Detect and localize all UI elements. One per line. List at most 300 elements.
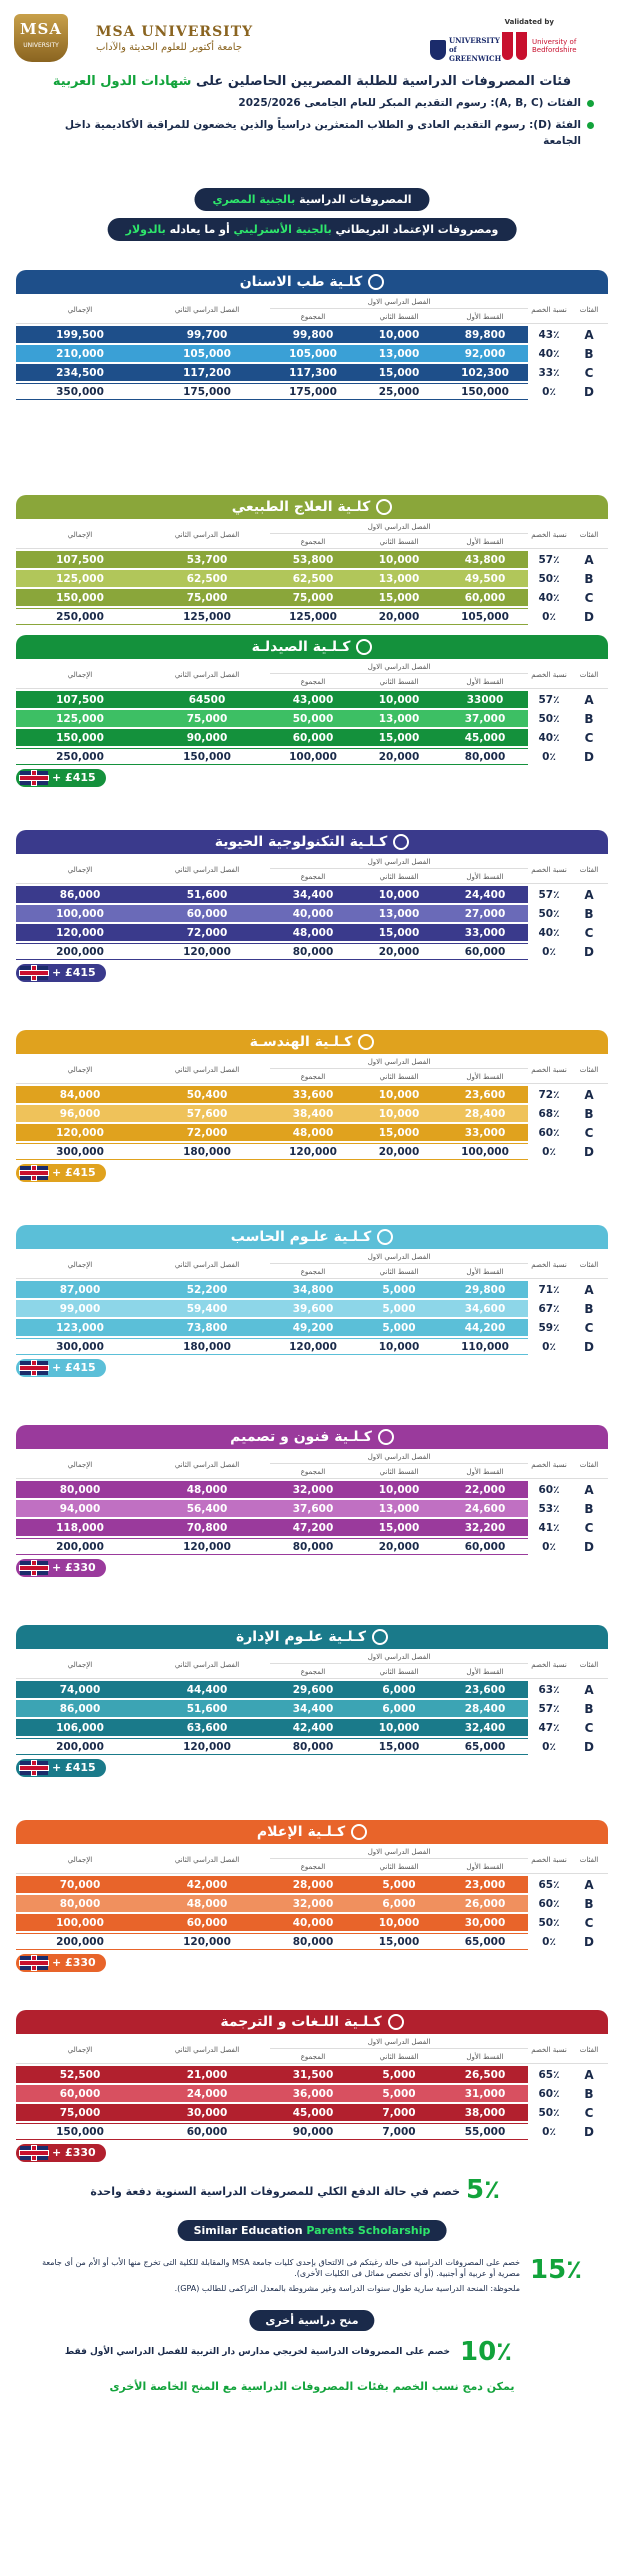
fee-cell: 32,000 [270, 1481, 356, 1498]
bedfordshire-logo[interactable] [502, 32, 592, 60]
crest-icon [8, 12, 88, 64]
column-header: المجموع [270, 1071, 356, 1084]
intro-title: فئات المصروفات الدراسية للطلبة المصريين الحاصلين على شهادات الدول العربية [52, 74, 572, 89]
fee-cell: 15,000 [356, 1933, 442, 1950]
fee-cell: 106,000 [16, 1719, 144, 1736]
category-cell: C [570, 1719, 608, 1736]
fee-cell: 34,600 [442, 1300, 528, 1317]
fee-cell: 30,000 [144, 2104, 270, 2121]
fee-cell: 42,000 [144, 1876, 270, 1893]
column-header: الفئات [570, 856, 608, 884]
fee-cell: 102,300 [442, 364, 528, 381]
fee-cell: 20,000 [356, 608, 442, 625]
column-header: القسط الثاني [356, 1666, 442, 1679]
faculty-title: كـلـية فنون و تصميم [16, 1425, 608, 1449]
category-cell: B [570, 1105, 608, 1122]
fee-cell: 150,000 [442, 383, 528, 400]
fee-cell: 42,400 [270, 1719, 356, 1736]
discount-cell: 0٪ [528, 383, 570, 400]
fee-cell: 100,000 [442, 1143, 528, 1160]
fee-cell: 5,000 [356, 2085, 442, 2102]
fee-cell: 5,000 [356, 1281, 442, 1298]
table-row [16, 345, 608, 362]
column-header: القسط الأول [442, 311, 528, 324]
fee-cell: 250,000 [16, 748, 144, 765]
fee-cell: 62,500 [144, 570, 270, 587]
column-header: نسبة الخصم [528, 2036, 570, 2064]
faculty-header [16, 1425, 608, 1449]
discount-cell: 0٪ [528, 1738, 570, 1755]
uk-flag-icon [20, 1761, 48, 1775]
fee-cell: 86,000 [16, 886, 144, 903]
discount-cell: 40٪ [528, 924, 570, 941]
table-row [16, 1876, 608, 1893]
greenwich-logo[interactable] [430, 36, 503, 63]
fee-cell: 96,000 [16, 1105, 144, 1122]
column-header: الفصل الدراسي الاول [270, 1651, 528, 1664]
table-row [16, 364, 608, 381]
category-cell: A [570, 691, 608, 708]
faculty-section [16, 1820, 608, 1969]
uk-flag-icon [20, 771, 48, 785]
fee-cell: 20,000 [356, 748, 442, 765]
table-row [16, 1086, 608, 1103]
discount-10-percent: 10٪ [460, 2337, 513, 2367]
fee-cell: 24,600 [442, 1500, 528, 1517]
column-header: الفصل الدراسي الاول [270, 296, 528, 309]
fee-cell: 75,000 [144, 589, 270, 606]
fee-cell: 55,000 [442, 2123, 528, 2140]
fee-cell: 56,400 [144, 1500, 270, 1517]
fee-cell: 90,000 [270, 2123, 356, 2140]
discount-cell: 63٪ [528, 1681, 570, 1698]
faculty-section [16, 270, 608, 402]
column-header: المجموع [270, 871, 356, 884]
category-cell: B [570, 1300, 608, 1317]
category-cell: C [570, 1319, 608, 1336]
fee-cell: 52,200 [144, 1281, 270, 1298]
column-header: الفصل الدراسي الاول [270, 856, 528, 869]
fee-cell: 32,000 [270, 1895, 356, 1912]
category-cell: A [570, 1086, 608, 1103]
fee-cell: 24,000 [144, 2085, 270, 2102]
fee-cell: 36,000 [270, 2085, 356, 2102]
fee-cell: 29,800 [442, 1281, 528, 1298]
category-cell: D [570, 1338, 608, 1355]
discount-cell: 53٪ [528, 1500, 570, 1517]
uk-flag-icon [20, 1361, 48, 1375]
category-cell: A [570, 1681, 608, 1698]
fee-cell: 120,000 [16, 924, 144, 941]
column-header: القسط الثاني [356, 871, 442, 884]
faculty-section [16, 1225, 608, 1374]
fee-cell: 13,000 [356, 710, 442, 727]
fee-cell: 32,200 [442, 1519, 528, 1536]
fee-cell: 10,000 [356, 551, 442, 568]
discount-15-percent: 15٪ [530, 2255, 583, 2285]
category-cell: A [570, 1481, 608, 1498]
fee-cell: 100,000 [16, 905, 144, 922]
table-row [16, 1914, 608, 1931]
column-header: نسبة الخصم [528, 1451, 570, 1479]
faculty-section [16, 1625, 608, 1774]
table-row [16, 1338, 608, 1355]
column-header: الإجمالي [16, 1846, 144, 1874]
fee-cell: 150,000 [16, 589, 144, 606]
category-cell: D [570, 1933, 608, 1950]
fee-cell: 7,000 [356, 2123, 442, 2140]
column-header: الفئات [570, 296, 608, 324]
faculty-title: كـلـية اللـغات و الترجمة [16, 2010, 608, 2034]
discount-cell: 43٪ [528, 326, 570, 343]
faculty-section [16, 2010, 608, 2159]
category-cell: A [570, 551, 608, 568]
discount-cell: 47٪ [528, 1719, 570, 1736]
fee-cell: 100,000 [16, 1914, 144, 1931]
discount-cell: 0٪ [528, 2123, 570, 2140]
logo-text: MSA [19, 20, 63, 38]
fee-cell: 51,600 [144, 1700, 270, 1717]
fee-cell: 75,000 [270, 589, 356, 606]
fee-cell: 48,000 [270, 1124, 356, 1141]
currency-pill-egp: المصروفات الدراسية بالجنية المصري [194, 188, 429, 211]
uk-accreditation-fee: + £415 [16, 1359, 106, 1377]
column-header: نسبة الخصم [528, 296, 570, 324]
fee-cell: 125,000 [16, 570, 144, 587]
fee-cell: 90,000 [144, 729, 270, 746]
logo-sub: UNIVERSITY [23, 42, 59, 49]
fee-cell: 250,000 [16, 608, 144, 625]
category-cell: B [570, 1500, 608, 1517]
table-row [16, 1300, 608, 1317]
fee-cell: 34,800 [270, 1281, 356, 1298]
column-header: المجموع [270, 2051, 356, 2064]
faculty-section [16, 1425, 608, 1574]
column-header: المجموع [270, 1861, 356, 1874]
fee-cell: 80,000 [16, 1895, 144, 1912]
fee-cell: 62,500 [270, 570, 356, 587]
fee-cell: 50,000 [270, 710, 356, 727]
faculty-header [16, 830, 608, 854]
discount-cell: 57٪ [528, 551, 570, 568]
fee-cell: 50,400 [144, 1086, 270, 1103]
fee-cell: 150,000 [144, 748, 270, 765]
fee-cell: 234,500 [16, 364, 144, 381]
fee-cell: 32,400 [442, 1719, 528, 1736]
fee-cell: 49,500 [442, 570, 528, 587]
faculty-header [16, 1225, 608, 1249]
fee-cell: 13,000 [356, 905, 442, 922]
intro [0, 74, 624, 149]
fee-cell: 118,000 [16, 1519, 144, 1536]
fee-cell: 64500 [144, 691, 270, 708]
column-header: المجموع [270, 536, 356, 549]
fee-cell: 200,000 [16, 943, 144, 960]
discount-10-text: خصم على المصروفات الدراسية لخريجي مدارس دار التربية للفصل الدراسي الأول فقط [64, 2347, 450, 2357]
fee-cell: 175,000 [144, 383, 270, 400]
fee-cell: 44,200 [442, 1319, 528, 1336]
column-header: الفصل الدراسي الاول [270, 521, 528, 534]
column-header: نسبة الخصم [528, 1056, 570, 1084]
column-header: الفصل الدراسي الثاني [144, 1451, 270, 1479]
discount-cell: 57٪ [528, 886, 570, 903]
uk-accreditation-fee: + £330 [16, 2144, 106, 2162]
fee-cell: 15,000 [356, 1124, 442, 1141]
column-header: الفئات [570, 1846, 608, 1874]
category-cell: B [570, 905, 608, 922]
column-header: القسط الثاني [356, 536, 442, 549]
fee-cell: 65,000 [442, 1933, 528, 1950]
fee-cell: 105,000 [270, 345, 356, 362]
column-header: القسط الأول [442, 2051, 528, 2064]
fee-cell: 44,400 [144, 1681, 270, 1698]
fee-cell: 20,000 [356, 943, 442, 960]
category-cell: B [570, 1700, 608, 1717]
table-row [16, 924, 608, 941]
fee-cell: 48,000 [270, 924, 356, 941]
table-row [16, 2123, 608, 2140]
greenwich-shield-icon [430, 40, 446, 60]
fee-cell: 117,300 [270, 364, 356, 381]
fee-cell: 15,000 [356, 924, 442, 941]
fee-cell: 80,000 [270, 1738, 356, 1755]
fee-cell: 49,200 [270, 1319, 356, 1336]
column-header: الفئات [570, 2036, 608, 2064]
fees-table [16, 854, 608, 962]
fee-cell: 33,000 [442, 1124, 528, 1141]
faculty-icon [358, 1034, 374, 1050]
column-header: القسط الأول [442, 1466, 528, 1479]
fee-cell: 99,800 [270, 326, 356, 343]
table-row [16, 943, 608, 960]
category-cell: A [570, 326, 608, 343]
other-scholarships-pill: منح دراسية أخرى [249, 2310, 374, 2331]
fee-cell: 87,000 [16, 1281, 144, 1298]
column-header: المجموع [270, 1266, 356, 1279]
faculty-title: كلـية العلاج الطبيعي [16, 495, 608, 519]
fee-cell: 33,000 [442, 924, 528, 941]
faculty-section [16, 635, 608, 784]
fee-cell: 38,000 [442, 2104, 528, 2121]
fee-cell: 70,800 [144, 1519, 270, 1536]
faculty-title: كـلـية الصيدلـة [16, 635, 608, 659]
category-cell: D [570, 1538, 608, 1555]
column-header: الإجمالي [16, 1451, 144, 1479]
table-row [16, 608, 608, 625]
fees-table [16, 1844, 608, 1952]
column-header: الفصل الدراسي الثاني [144, 1251, 270, 1279]
column-header: القسط الثاني [356, 1266, 442, 1279]
table-row [16, 1719, 608, 1736]
column-header: القسط الثاني [356, 676, 442, 689]
faculty-title: كـلـية الهندسـة [16, 1030, 608, 1054]
discount-cell: 60٪ [528, 1481, 570, 1498]
fee-cell: 60,000 [442, 943, 528, 960]
fee-cell: 10,000 [356, 1105, 442, 1122]
discount-cell: 50٪ [528, 1914, 570, 1931]
fee-cell: 74,000 [16, 1681, 144, 1698]
fees-table [16, 519, 608, 627]
fee-cell: 13,000 [356, 570, 442, 587]
discount-cell: 60٪ [528, 1895, 570, 1912]
table-row [16, 1738, 608, 1755]
discount-cell: 57٪ [528, 691, 570, 708]
table-row [16, 729, 608, 746]
faculty-icon [388, 2014, 404, 2030]
category-cell: A [570, 2066, 608, 2083]
table-row [16, 1500, 608, 1517]
fee-cell: 59,400 [144, 1300, 270, 1317]
column-header: الفئات [570, 521, 608, 549]
category-cell: D [570, 608, 608, 625]
table-row [16, 1519, 608, 1536]
discount-cell: 0٪ [528, 943, 570, 960]
fee-cell: 210,000 [16, 345, 144, 362]
fee-cell: 86,000 [16, 1700, 144, 1717]
fee-cell: 72,000 [144, 924, 270, 941]
fee-cell: 20,000 [356, 1538, 442, 1555]
fee-cell: 20,000 [356, 1143, 442, 1160]
fee-cell: 175,000 [270, 383, 356, 400]
university-name-ar: جامعة أكتوبر للعلوم الحديثة والآداب [96, 41, 243, 53]
column-header: الإجمالي [16, 1651, 144, 1679]
fee-cell: 60,000 [270, 729, 356, 746]
fee-cell: 51,600 [144, 886, 270, 903]
table-row [16, 1143, 608, 1160]
discount-cell: 50٪ [528, 570, 570, 587]
fee-cell: 120,000 [144, 1738, 270, 1755]
fee-cell: 300,000 [16, 1338, 144, 1355]
faculty-title: كـلـية التكنولوجية الحيوية [16, 830, 608, 854]
fee-cell: 70,000 [16, 1876, 144, 1893]
fee-cell: 28,400 [442, 1700, 528, 1717]
uk-accreditation-fee: + £415 [16, 964, 106, 982]
category-cell: C [570, 924, 608, 941]
fee-cell: 10,000 [356, 886, 442, 903]
column-header: الإجمالي [16, 2036, 144, 2064]
table-row [16, 1681, 608, 1698]
fee-cell: 92,000 [442, 345, 528, 362]
table-row [16, 1319, 608, 1336]
discount-cell: 0٪ [528, 1933, 570, 1950]
bottom-notes [0, 2175, 624, 2560]
category-cell: C [570, 2104, 608, 2121]
fee-cell: 33000 [442, 691, 528, 708]
table-row [16, 748, 608, 765]
category-cell: A [570, 1281, 608, 1298]
faculty-icon [378, 1429, 394, 1445]
fee-cell: 28,000 [270, 1876, 356, 1893]
category-cell: D [570, 1738, 608, 1755]
fee-cell: 75,000 [16, 2104, 144, 2121]
discount-cell: 50٪ [528, 710, 570, 727]
table-row [16, 710, 608, 727]
faculty-icon [368, 274, 384, 290]
column-header: الفصل الدراسي الاول [270, 1251, 528, 1264]
discount-cell: 60٪ [528, 1124, 570, 1141]
fee-cell: 180,000 [144, 1143, 270, 1160]
fee-cell: 53,700 [144, 551, 270, 568]
column-header: الإجمالي [16, 1251, 144, 1279]
fee-cell: 80,000 [270, 943, 356, 960]
fee-cell: 48,000 [144, 1481, 270, 1498]
faculty-icon [356, 639, 372, 655]
fee-cell: 99,700 [144, 326, 270, 343]
category-cell: A [570, 1876, 608, 1893]
fee-cell: 350,000 [16, 383, 144, 400]
discount-15-note: خصم على المصروفات الدراسية فى حالة رغبتكم فى الالتحاق بإحدى كليات جامعة MSA والمقابلة للكلية التى تخرج منها الأب أو الأم من أى جامعة مصرية أو عربية أو أجنبية. (أو أى تخصص مماثل فى الكليات الأخرى). [42, 2258, 520, 2278]
faculty-header [16, 1030, 608, 1054]
faculty-section [16, 830, 608, 979]
faculty-title: كـلـية الإعلام [16, 1820, 608, 1844]
fee-cell: 107,500 [16, 551, 144, 568]
table-row [16, 551, 608, 568]
greenwich-text: UNIVERSITY of GREENWICH [449, 36, 502, 63]
fee-cell: 23,600 [442, 1681, 528, 1698]
fee-cell: 7,000 [356, 2104, 442, 2121]
faculty-title: كـلـية علـوم الحاسب [16, 1225, 608, 1249]
table-row [16, 886, 608, 903]
column-header: القسط الأول [442, 1666, 528, 1679]
column-header: المجموع [270, 1466, 356, 1479]
bedfordshire-mark-icon [502, 32, 528, 60]
fee-cell: 180,000 [144, 1338, 270, 1355]
fee-cell: 28,400 [442, 1105, 528, 1122]
column-header: الإجمالي [16, 1056, 144, 1084]
fee-cell: 15,000 [356, 1738, 442, 1755]
table-row [16, 326, 608, 343]
fees-table [16, 2034, 608, 2142]
faculty-icon [372, 1629, 388, 1645]
fee-cell: 21,000 [144, 2066, 270, 2083]
fee-cell: 60,000 [144, 2123, 270, 2140]
fee-cell: 150,000 [16, 2123, 144, 2140]
table-row [16, 570, 608, 587]
table-row [16, 383, 608, 400]
column-header: القسط الأول [442, 871, 528, 884]
discount-cell: 40٪ [528, 589, 570, 606]
table-row [16, 2066, 608, 2083]
msa-logo[interactable] [8, 12, 253, 64]
fee-cell: 57,600 [144, 1105, 270, 1122]
fee-cell: 31,500 [270, 2066, 356, 2083]
discount-cell: 50٪ [528, 905, 570, 922]
discount-cell: 60٪ [528, 2085, 570, 2102]
fee-cell: 75,000 [144, 710, 270, 727]
column-header: الفصل الدراسي الاول [270, 2036, 528, 2049]
fee-cell: 100,000 [270, 748, 356, 765]
uk-flag-icon [20, 1166, 48, 1180]
table-row [16, 1895, 608, 1912]
column-header: الفصل الدراسي الاول [270, 1056, 528, 1069]
column-header: الفصل الدراسي الثاني [144, 661, 270, 689]
column-header: الإجمالي [16, 521, 144, 549]
column-header: القسط الثاني [356, 1861, 442, 1874]
category-cell: B [570, 570, 608, 587]
table-row [16, 1933, 608, 1950]
column-header: الفئات [570, 1056, 608, 1084]
fees-table [16, 294, 608, 402]
uk-accreditation-fee: + £415 [16, 1164, 106, 1182]
category-cell: A [570, 886, 608, 903]
uk-flag-icon [20, 1956, 48, 1970]
uk-accreditation-fee: + £415 [16, 769, 106, 787]
fee-cell: 120,000 [270, 1143, 356, 1160]
column-header: الفصل الدراسي الاول [270, 661, 528, 674]
faculty-icon [393, 834, 409, 850]
bullet-abc: الفئات (A, B, C): رسوم التقديم المبكر للعام الجامعى 2025/2026 [30, 95, 594, 111]
fee-cell: 60,000 [16, 2085, 144, 2102]
